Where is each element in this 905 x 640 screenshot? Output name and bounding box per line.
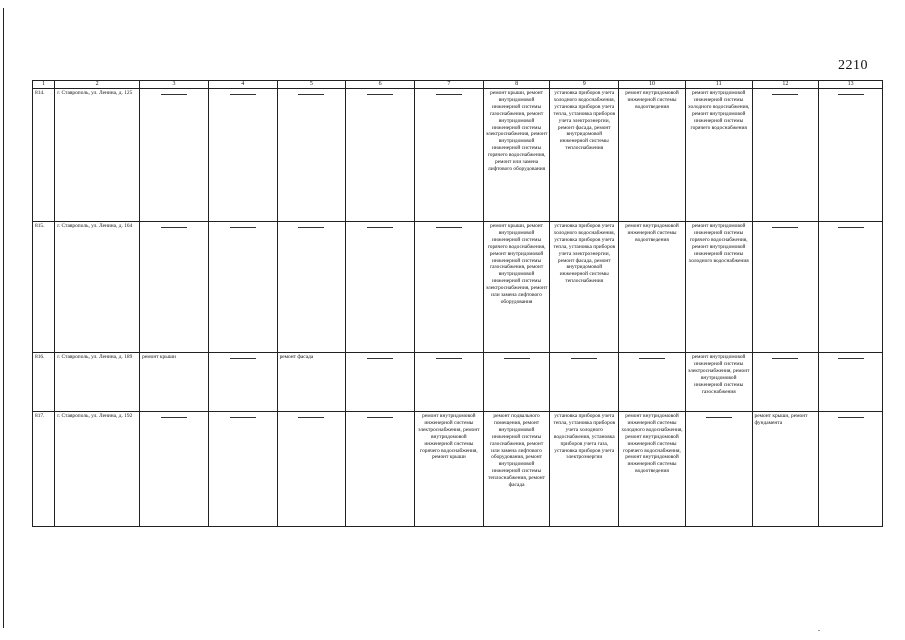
- dash-mark: [772, 94, 798, 95]
- work-cell: установка приборов учета холодного водоснабжения, установка приборов учета тепла, установка приборов учета электроэнергии, ремонт фасада, ремонт внутридомовой инженерной системы теплоснабжения: [550, 222, 619, 353]
- col-header: 7: [415, 81, 484, 89]
- empty-cell: [483, 353, 550, 412]
- dash-mark: [436, 94, 462, 95]
- empty-cell: [208, 89, 277, 222]
- col-header: 11: [685, 81, 752, 89]
- page-margin-line: [3, 8, 4, 628]
- empty-cell: [619, 353, 686, 412]
- work-cell: ремонт внутридомовой инженерной системы холодного водоснабжения, ремонт внутридомовой инженерной системы горячего водоснабжения, ремонт внутридомовой инженерной системы водоотведения: [619, 412, 686, 527]
- empty-cell: [752, 222, 819, 353]
- dash-mark: [639, 358, 665, 359]
- work-cell: установка приборов учета холодного водоснабжения, установка приборов учета тепла, установка приборов учета электроэнергии, ремонт фасада, ремонт внутридомовой инженерной системы теплоснабжения: [550, 89, 619, 222]
- empty-cell: [208, 412, 277, 527]
- work-cell: ремонт крыши, ремонт фундамента: [752, 412, 819, 527]
- dash-mark: [161, 94, 187, 95]
- dash-mark: [706, 417, 732, 418]
- empty-cell: [277, 89, 346, 222]
- dash-mark: [298, 417, 324, 418]
- work-cell: ремонт внутридомовой инженерной системы горячего водоснабжения, ремонт внутридомовой инженерной системы холодного водоснабжения: [685, 222, 752, 353]
- dash-mark: [230, 417, 256, 418]
- work-cell: ремонт подвального помещения, ремонт внутридомовой инженерной системы газоснабжения, ремонт или замена лифтового оборудования, ремонт внутридомовой инженерной системы теплоснабжения, ремонт фасада: [483, 412, 550, 527]
- empty-cell: [550, 353, 619, 412]
- work-cell: ремонт внутридомовой инженерной системы водоотведения: [619, 89, 686, 222]
- dash-mark: [298, 94, 324, 95]
- empty-cell: [685, 412, 752, 527]
- dash-mark: [230, 358, 256, 359]
- work-cell: ремонт внутридомовой инженерной системы холодного водоснабжения, ремонт внутридомовой инженерной системы горячего водоснабжения: [685, 89, 752, 222]
- dash-mark: [161, 417, 187, 418]
- empty-cell: [819, 353, 883, 412]
- empty-cell: [140, 412, 209, 527]
- empty-cell: [415, 89, 484, 222]
- row-number: 815.: [33, 222, 55, 353]
- col-header: 9: [550, 81, 619, 89]
- empty-cell: [208, 222, 277, 353]
- empty-cell: [752, 89, 819, 222]
- empty-cell: [140, 89, 209, 222]
- work-cell: ремонт внутридомовой инженерной системы электроснабжения, ремонт внутридомовой инженерной системы горячего водоснабжения, ремонт крыши: [415, 412, 484, 527]
- dash-mark: [838, 358, 864, 359]
- empty-cell: [346, 353, 415, 412]
- col-header: 5: [277, 81, 346, 89]
- col-header: 8: [483, 81, 550, 89]
- work-cell: ремонт фасада: [277, 353, 346, 412]
- table-row: [33, 353, 883, 412]
- empty-cell: [208, 353, 277, 412]
- empty-cell: [346, 222, 415, 353]
- dash-mark: [838, 417, 864, 418]
- row-number: 816.: [33, 353, 55, 412]
- table-row: [33, 412, 883, 527]
- header-row: [33, 81, 883, 89]
- empty-cell: [346, 89, 415, 222]
- dash-mark: [571, 358, 597, 359]
- work-cell: установка приборов учета тепла, установка приборов учета холодного водоснабжения, установка приборов учета газа, установка приборов учета электроэнергии: [550, 412, 619, 527]
- dash-mark: [504, 358, 530, 359]
- dash-mark: [367, 358, 393, 359]
- dash-mark: [436, 227, 462, 228]
- col-header: 2: [55, 81, 140, 89]
- empty-cell: [819, 412, 883, 527]
- work-cell: ремонт крыши, ремонт внутридомовой инженерной системы горячего водоснабжения, ремонт внутридомовой инженерной системы газоснабжения, ремонт внутридомовой инженерной системы электроснабжения, ремонт или замена лифтового оборудования: [483, 222, 550, 353]
- dash-mark: [367, 94, 393, 95]
- dash-mark: [367, 417, 393, 418]
- col-header: 13: [819, 81, 883, 89]
- col-header: 1: [33, 81, 55, 89]
- work-cell: ремонт внутридомовой инженерной системы электроснабжения, ремонт внутридомовой инженерной системы газоснабжения: [685, 353, 752, 412]
- row-number: 817.: [33, 412, 55, 527]
- dash-mark: [838, 94, 864, 95]
- dash-mark: [838, 227, 864, 228]
- empty-cell: [415, 222, 484, 353]
- empty-cell: [277, 222, 346, 353]
- work-cell: ремонт крыши: [140, 353, 209, 412]
- col-header: 4: [208, 81, 277, 89]
- dash-mark: [161, 227, 187, 228]
- dash-mark: [367, 227, 393, 228]
- empty-cell: [752, 353, 819, 412]
- col-header: 10: [619, 81, 686, 89]
- empty-cell: [140, 222, 209, 353]
- empty-cell: [277, 412, 346, 527]
- scan-speck: [818, 630, 820, 631]
- repair-schedule-table: [32, 80, 883, 527]
- page-number: 2210: [838, 58, 868, 73]
- work-cell: ремонт крыши, ремонт внутридомовой инженерной системы газоснабжения, ремонт внутридомовой инженерной системы электроснабжения, ремонт внутридомовой инженерной системы горячего водоснабжения, ремонт или замена лифтового оборудования: [483, 89, 550, 222]
- address-cell: г. Ставрополь, ул. Ленина, д. 189: [55, 353, 140, 412]
- empty-cell: [819, 222, 883, 353]
- table-row: [33, 89, 883, 222]
- dash-mark: [772, 227, 798, 228]
- row-number: 814.: [33, 89, 55, 222]
- dash-mark: [436, 358, 462, 359]
- work-cell: ремонт внутридомовой инженерной системы водоотведения: [619, 222, 686, 353]
- empty-cell: [819, 89, 883, 222]
- empty-cell: [346, 412, 415, 527]
- col-header: 3: [140, 81, 209, 89]
- address-cell: г. Ставрополь, ул. Ленина, д. 164: [55, 222, 140, 353]
- dash-mark: [230, 227, 256, 228]
- empty-cell: [415, 353, 484, 412]
- address-cell: г. Ставрополь, ул. Ленина, д. 125: [55, 89, 140, 222]
- table-row: [33, 222, 883, 353]
- col-header: 12: [752, 81, 819, 89]
- address-cell: г. Ставрополь, ул. Ленина, д. 192: [55, 412, 140, 527]
- dash-mark: [772, 358, 798, 359]
- dash-mark: [298, 227, 324, 228]
- col-header: 6: [346, 81, 415, 89]
- dash-mark: [230, 94, 256, 95]
